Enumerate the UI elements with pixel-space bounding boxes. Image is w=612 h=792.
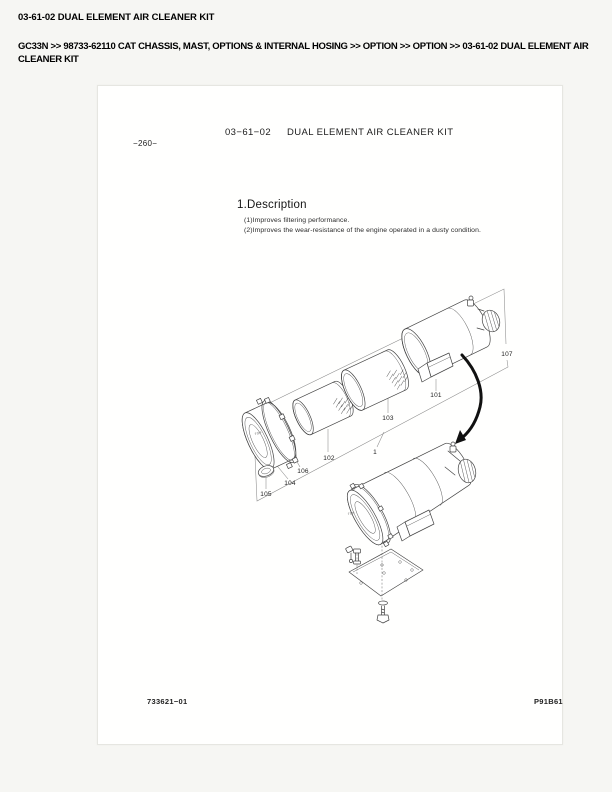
breadcrumb: GC33N >> 98733-62110 CAT CHASSIS, MAST, OPTIONS & INTERNAL HOSING >> OPTION >> OPTION >> 03-61-02 DUAL ELEMENT AIR CLEANER KIT — [18, 41, 589, 65]
part-label-101: 101 — [430, 392, 442, 399]
install-direction-arrow — [455, 355, 481, 444]
cap-top-marking: TOP — [347, 510, 356, 516]
part-label-102: 102 — [323, 455, 335, 462]
section-title: DUAL ELEMENT AIR CLEANER KIT — [287, 127, 454, 138]
part-label-1: 1 — [373, 449, 377, 456]
part-label-106: 106 — [297, 468, 309, 475]
cover-top-marking: TOP — [254, 430, 263, 436]
page-number: −260− — [133, 139, 158, 148]
document-page — [97, 85, 563, 745]
part-label-105: 105 — [260, 491, 272, 498]
part-label-104: 104 — [284, 480, 296, 487]
description-item-2: (2)Improves the wear-resistance of the engine operated in a dusty condition. — [244, 227, 481, 234]
figure-code: P91B61 — [534, 697, 563, 706]
mounting-plate — [349, 549, 423, 596]
drawing-number: 733621−01 — [147, 697, 188, 706]
description-heading: 1.Description — [237, 199, 307, 211]
window-title: 03-61-02 DUAL ELEMENT AIR CLEANER KIT — [18, 12, 215, 23]
part-label-103: 103 — [382, 415, 394, 422]
section-code: 03−61−02 — [225, 127, 271, 138]
description-item-1: (1)Improves filtering performance. — [244, 217, 350, 224]
part-label-107: 107 — [501, 351, 513, 358]
band-clamp-latch — [345, 546, 353, 563]
exploded-view-diagram — [98, 86, 564, 746]
